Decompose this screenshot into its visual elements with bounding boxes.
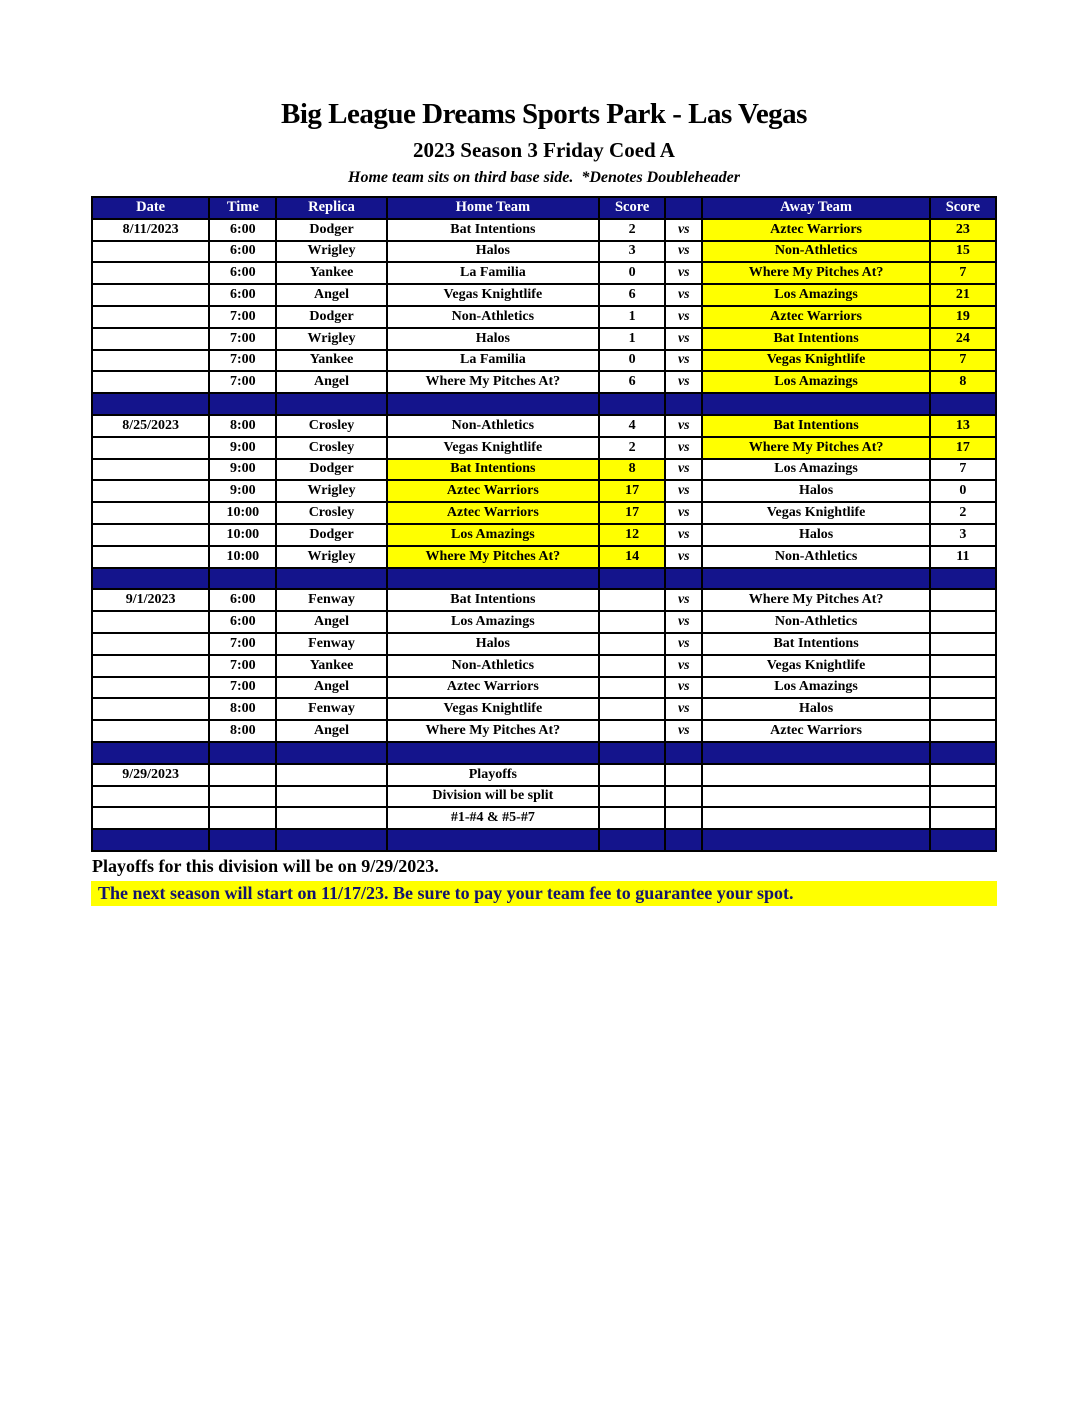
home-score-cell: 2 [599, 219, 665, 241]
home-score-cell [599, 611, 665, 633]
home-team-cell: Aztec Warriors [387, 480, 599, 502]
home-score-cell [599, 764, 665, 786]
date-cell [92, 633, 209, 655]
game-row [92, 415, 996, 437]
separator-cell [92, 568, 209, 590]
time-cell: 7:00 [209, 328, 276, 350]
separator-row [92, 393, 996, 415]
separator-cell [209, 742, 276, 764]
game-row [92, 459, 996, 481]
game-row [92, 611, 996, 633]
away-score-cell [930, 786, 996, 808]
replica-cell [276, 764, 386, 786]
vs-cell: vs [665, 415, 702, 437]
game-row [92, 589, 996, 611]
away-team-cell: Where My Pitches At? [702, 262, 930, 284]
away-score-cell [930, 677, 996, 699]
time-cell: 7:00 [209, 306, 276, 328]
separator-cell [665, 829, 702, 851]
vs-cell [665, 807, 702, 829]
separator-row [92, 742, 996, 764]
away-team-cell [702, 764, 930, 786]
vs-cell [665, 786, 702, 808]
away-team-cell: Aztec Warriors [702, 306, 930, 328]
separator-cell [209, 393, 276, 415]
game-row [92, 480, 996, 502]
time-cell: 6:00 [209, 611, 276, 633]
separator-cell [930, 829, 996, 851]
date-cell [92, 720, 209, 742]
time-cell: 6:00 [209, 589, 276, 611]
replica-cell: Dodger [276, 219, 386, 241]
time-cell: 6:00 [209, 241, 276, 263]
away-score-cell [930, 633, 996, 655]
page-title: Big League Dreams Sports Park - Las Vegas [281, 98, 807, 130]
away-team-cell [702, 807, 930, 829]
playoffs-note: Playoffs for this division will be on 9/29/2023. [92, 856, 439, 876]
column-header-date: Date [92, 197, 209, 219]
page-subtitle: 2023 Season 3 Friday Coed A [413, 138, 675, 162]
time-cell [209, 764, 276, 786]
away-team-cell: Halos [702, 480, 930, 502]
time-cell: 8:00 [209, 698, 276, 720]
vs-cell: vs [665, 480, 702, 502]
game-row [92, 764, 996, 786]
time-cell: 7:00 [209, 371, 276, 393]
game-row [92, 219, 996, 241]
game-row [92, 807, 996, 829]
game-row [92, 633, 996, 655]
replica-cell: Wrigley [276, 480, 386, 502]
time-cell [209, 786, 276, 808]
game-row [92, 284, 996, 306]
time-cell: 8:00 [209, 415, 276, 437]
separator-cell [387, 568, 599, 590]
separator-cell [387, 742, 599, 764]
table-header-row [92, 197, 996, 219]
date-cell [92, 524, 209, 546]
replica-cell: Wrigley [276, 328, 386, 350]
vs-cell: vs [665, 350, 702, 372]
replica-cell: Angel [276, 371, 386, 393]
home-score-cell [599, 698, 665, 720]
date-cell [92, 546, 209, 568]
game-row [92, 524, 996, 546]
date-cell: 9/1/2023 [92, 589, 209, 611]
away-team-cell: Non-Athletics [702, 241, 930, 263]
home-team-cell: Division will be split [387, 786, 599, 808]
away-team-cell: Los Amazings [702, 284, 930, 306]
time-cell: 9:00 [209, 437, 276, 459]
home-score-cell [599, 677, 665, 699]
date-cell [92, 459, 209, 481]
vs-cell: vs [665, 611, 702, 633]
away-score-cell: 17 [930, 437, 996, 459]
vs-cell: vs [665, 262, 702, 284]
separator-cell [930, 568, 996, 590]
vs-cell: vs [665, 284, 702, 306]
away-team-cell: Where My Pitches At? [702, 589, 930, 611]
separator-cell [599, 742, 665, 764]
column-header-away-score: Score [930, 197, 996, 219]
date-cell [92, 611, 209, 633]
home-score-cell [599, 589, 665, 611]
home-team-cell: Aztec Warriors [387, 677, 599, 699]
home-score-cell [599, 655, 665, 677]
date-cell [92, 677, 209, 699]
separator-cell [276, 393, 386, 415]
away-team-cell: Bat Intentions [702, 328, 930, 350]
table-body [92, 219, 996, 851]
away-score-cell [930, 589, 996, 611]
replica-cell [276, 807, 386, 829]
date-cell [92, 655, 209, 677]
vs-cell: vs [665, 459, 702, 481]
home-score-cell [599, 720, 665, 742]
replica-cell: Dodger [276, 524, 386, 546]
home-team-cell: Bat Intentions [387, 589, 599, 611]
time-cell: 7:00 [209, 350, 276, 372]
away-team-cell: Aztec Warriors [702, 720, 930, 742]
replica-cell: Angel [276, 284, 386, 306]
date-cell [92, 502, 209, 524]
home-team-cell: #1-#4 & #5-#7 [387, 807, 599, 829]
home-team-cell: Playoffs [387, 764, 599, 786]
vs-cell: vs [665, 589, 702, 611]
time-cell: 9:00 [209, 480, 276, 502]
away-score-cell: 2 [930, 502, 996, 524]
separator-cell [92, 742, 209, 764]
home-team-cell: Where My Pitches At? [387, 546, 599, 568]
away-score-cell [930, 698, 996, 720]
time-cell: 10:00 [209, 524, 276, 546]
separator-cell [209, 829, 276, 851]
vs-cell: vs [665, 502, 702, 524]
game-row [92, 677, 996, 699]
home-team-cell: Los Amazings [387, 524, 599, 546]
vs-cell: vs [665, 546, 702, 568]
separator-cell [665, 568, 702, 590]
away-score-cell: 8 [930, 371, 996, 393]
home-score-cell: 4 [599, 415, 665, 437]
away-score-cell: 7 [930, 459, 996, 481]
date-cell [92, 306, 209, 328]
replica-cell: Fenway [276, 633, 386, 655]
replica-cell: Fenway [276, 698, 386, 720]
replica-cell: Angel [276, 611, 386, 633]
away-score-cell: 23 [930, 219, 996, 241]
away-score-cell [930, 720, 996, 742]
home-score-cell: 0 [599, 350, 665, 372]
away-team-cell: Where My Pitches At? [702, 437, 930, 459]
date-cell: 8/11/2023 [92, 219, 209, 241]
time-cell [209, 807, 276, 829]
replica-cell: Dodger [276, 306, 386, 328]
separator-cell [276, 829, 386, 851]
replica-cell: Wrigley [276, 546, 386, 568]
away-score-cell: 21 [930, 284, 996, 306]
home-team-cell: Halos [387, 328, 599, 350]
home-team-cell: Vegas Knightlife [387, 698, 599, 720]
away-score-cell: 15 [930, 241, 996, 263]
vs-cell: vs [665, 524, 702, 546]
separator-cell [92, 393, 209, 415]
time-cell: 10:00 [209, 546, 276, 568]
game-row [92, 262, 996, 284]
home-team-cell: Aztec Warriors [387, 502, 599, 524]
home-score-cell: 17 [599, 502, 665, 524]
away-score-cell: 24 [930, 328, 996, 350]
game-row [92, 502, 996, 524]
date-cell [92, 807, 209, 829]
date-cell [92, 480, 209, 502]
replica-cell: Yankee [276, 655, 386, 677]
home-score-cell: 6 [599, 284, 665, 306]
column-header-time: Time [209, 197, 276, 219]
home-team-cell: Bat Intentions [387, 459, 599, 481]
home-score-cell: 0 [599, 262, 665, 284]
home-score-cell: 12 [599, 524, 665, 546]
game-row [92, 655, 996, 677]
separator-cell [702, 568, 930, 590]
date-cell [92, 698, 209, 720]
separator-cell [665, 393, 702, 415]
away-score-cell: 7 [930, 262, 996, 284]
time-cell: 7:00 [209, 655, 276, 677]
home-score-cell: 3 [599, 241, 665, 263]
away-score-cell: 0 [930, 480, 996, 502]
separator-cell [702, 742, 930, 764]
home-team-note: Home team sits on third base side. *Denotes Doubleheader [348, 169, 740, 186]
replica-cell: Yankee [276, 262, 386, 284]
home-team-cell: Non-Athletics [387, 306, 599, 328]
home-score-cell: 2 [599, 437, 665, 459]
away-score-cell: 3 [930, 524, 996, 546]
away-team-cell: Los Amazings [702, 677, 930, 699]
replica-cell: Crosley [276, 415, 386, 437]
replica-cell: Wrigley [276, 241, 386, 263]
separator-cell [665, 742, 702, 764]
vs-cell: vs [665, 633, 702, 655]
home-team-cell: Non-Athletics [387, 415, 599, 437]
home-team-cell: Los Amazings [387, 611, 599, 633]
column-header-replica: Replica [276, 197, 386, 219]
away-team-cell: Vegas Knightlife [702, 655, 930, 677]
separator-cell [702, 393, 930, 415]
separator-cell [702, 829, 930, 851]
time-cell: 6:00 [209, 284, 276, 306]
time-cell: 6:00 [209, 219, 276, 241]
separator-cell [209, 568, 276, 590]
home-team-cell: Bat Intentions [387, 219, 599, 241]
away-team-cell: Halos [702, 524, 930, 546]
game-row [92, 350, 996, 372]
time-cell: 7:00 [209, 633, 276, 655]
vs-cell: vs [665, 655, 702, 677]
vs-cell: vs [665, 306, 702, 328]
vs-cell: vs [665, 241, 702, 263]
vs-cell [665, 764, 702, 786]
separator-cell [599, 829, 665, 851]
game-row [92, 546, 996, 568]
column-header-home-score: Score [599, 197, 665, 219]
separator-cell [930, 393, 996, 415]
date-cell [92, 284, 209, 306]
time-cell: 6:00 [209, 262, 276, 284]
vs-cell: vs [665, 371, 702, 393]
separator-cell [92, 829, 209, 851]
separator-row [92, 568, 996, 590]
game-row [92, 786, 996, 808]
home-score-cell: 6 [599, 371, 665, 393]
column-header-away-team: Away Team [702, 197, 930, 219]
date-cell: 8/25/2023 [92, 415, 209, 437]
replica-cell: Yankee [276, 350, 386, 372]
replica-cell: Angel [276, 677, 386, 699]
away-score-cell [930, 807, 996, 829]
away-score-cell: 19 [930, 306, 996, 328]
replica-cell: Angel [276, 720, 386, 742]
home-team-cell: Halos [387, 633, 599, 655]
away-score-cell: 13 [930, 415, 996, 437]
separator-cell [387, 829, 599, 851]
away-score-cell: 11 [930, 546, 996, 568]
vs-cell: vs [665, 720, 702, 742]
time-cell: 9:00 [209, 459, 276, 481]
date-cell [92, 786, 209, 808]
home-score-cell: 1 [599, 328, 665, 350]
time-cell: 10:00 [209, 502, 276, 524]
vs-cell: vs [665, 437, 702, 459]
vs-cell: vs [665, 328, 702, 350]
home-team-cell: Halos [387, 241, 599, 263]
separator-cell [276, 742, 386, 764]
home-team-cell: Where My Pitches At? [387, 720, 599, 742]
away-team-cell: Halos [702, 698, 930, 720]
home-score-cell: 14 [599, 546, 665, 568]
away-team-cell: Vegas Knightlife [702, 350, 930, 372]
away-team-cell: Non-Athletics [702, 611, 930, 633]
replica-cell: Dodger [276, 459, 386, 481]
date-cell [92, 328, 209, 350]
replica-cell: Fenway [276, 589, 386, 611]
column-header-home-team: Home Team [387, 197, 599, 219]
separator-cell [276, 568, 386, 590]
date-cell: 9/29/2023 [92, 764, 209, 786]
away-team-cell [702, 786, 930, 808]
time-cell: 8:00 [209, 720, 276, 742]
home-team-cell: Vegas Knightlife [387, 284, 599, 306]
home-score-cell [599, 807, 665, 829]
game-row [92, 241, 996, 263]
away-score-cell [930, 655, 996, 677]
separator-cell [930, 742, 996, 764]
vs-cell: vs [665, 219, 702, 241]
time-cell: 7:00 [209, 677, 276, 699]
game-row [92, 720, 996, 742]
date-cell [92, 371, 209, 393]
vs-cell: vs [665, 677, 702, 699]
away-score-cell [930, 611, 996, 633]
home-score-cell: 8 [599, 459, 665, 481]
away-team-cell: Non-Athletics [702, 546, 930, 568]
separator-cell [599, 568, 665, 590]
away-score-cell: 7 [930, 350, 996, 372]
date-cell [92, 437, 209, 459]
home-score-cell [599, 633, 665, 655]
date-cell [92, 241, 209, 263]
home-team-cell: Non-Athletics [387, 655, 599, 677]
replica-cell: Crosley [276, 437, 386, 459]
home-score-cell: 17 [599, 480, 665, 502]
away-team-cell: Bat Intentions [702, 415, 930, 437]
home-score-cell [599, 786, 665, 808]
date-cell [92, 350, 209, 372]
game-row [92, 306, 996, 328]
home-team-cell: Vegas Knightlife [387, 437, 599, 459]
away-team-cell: Los Amazings [702, 459, 930, 481]
game-row [92, 328, 996, 350]
next-season-banner: The next season will start on 11/17/23. Be sure to pay your team fee to guarantee your spot. [91, 881, 997, 906]
separator-cell [387, 393, 599, 415]
home-team-cell: La Familia [387, 262, 599, 284]
game-row [92, 371, 996, 393]
vs-cell: vs [665, 698, 702, 720]
separator-row [92, 829, 996, 851]
game-row [92, 698, 996, 720]
home-score-cell: 1 [599, 306, 665, 328]
column-header-vs [665, 197, 702, 219]
separator-cell [599, 393, 665, 415]
replica-cell: Crosley [276, 502, 386, 524]
away-team-cell: Aztec Warriors [702, 219, 930, 241]
away-team-cell: Bat Intentions [702, 633, 930, 655]
game-row [92, 437, 996, 459]
away-team-cell: Vegas Knightlife [702, 502, 930, 524]
date-cell [92, 262, 209, 284]
home-team-cell: La Familia [387, 350, 599, 372]
home-team-cell: Where My Pitches At? [387, 371, 599, 393]
away-team-cell: Los Amazings [702, 371, 930, 393]
away-score-cell [930, 764, 996, 786]
schedule-table [91, 196, 997, 852]
replica-cell [276, 786, 386, 808]
